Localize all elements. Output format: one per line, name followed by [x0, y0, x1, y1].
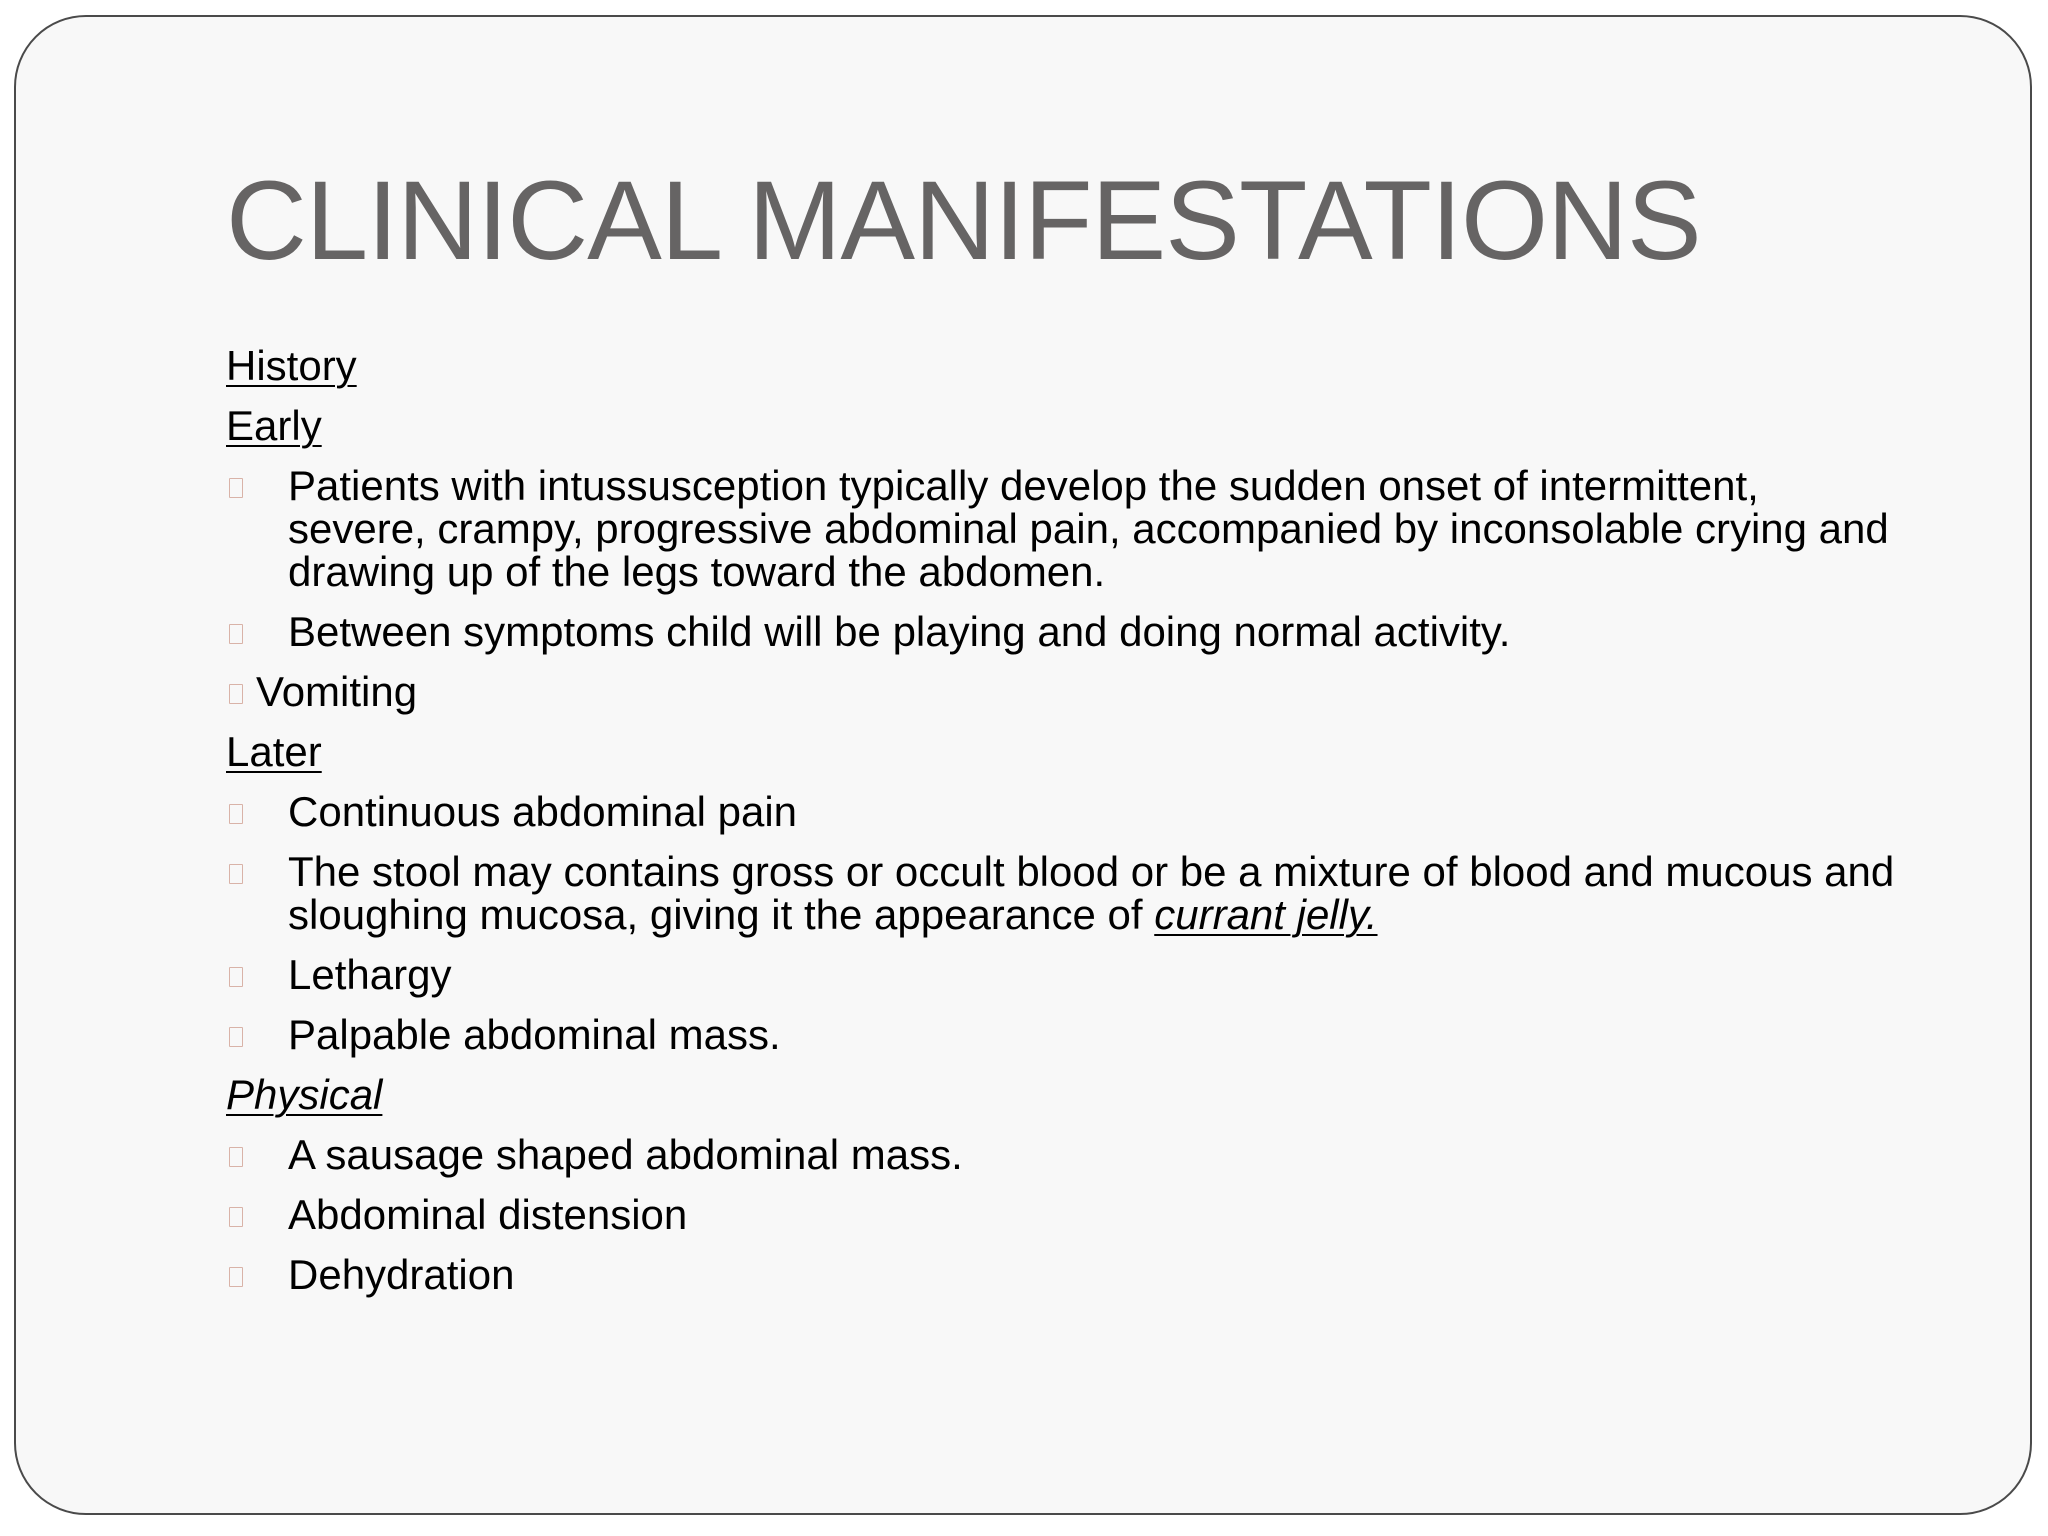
currant-jelly-emphasis: currant jelly.	[1154, 891, 1378, 938]
early-bullet-text: Vomiting	[256, 668, 418, 715]
physical-bullet-item	[226, 1193, 1906, 1236]
slide-content	[226, 344, 1906, 1313]
slide-frame	[14, 15, 2032, 1515]
early-bullet-text: Between symptoms child will be playing and doing normal activity.	[288, 608, 1511, 655]
later-heading: Later	[226, 728, 322, 775]
later-bullet-text: Lethargy	[288, 951, 452, 998]
square-bullet-icon	[229, 1027, 243, 1047]
early-bullet-item	[226, 610, 1906, 653]
slide-title: CLINICAL MANIFESTATIONS	[226, 158, 1701, 283]
square-bullet-icon	[229, 804, 243, 824]
square-bullet-icon	[229, 1207, 243, 1227]
physical-bullet-text: Dehydration	[288, 1251, 515, 1298]
early-bullet-item	[226, 464, 1906, 593]
later-bullet-text: Palpable abdominal mass.	[288, 1011, 781, 1058]
square-bullet-icon	[229, 624, 243, 644]
square-bullet-icon	[229, 1147, 243, 1167]
physical-bullet-text: Abdominal distension	[288, 1191, 688, 1238]
physical-heading: Physical	[226, 1071, 383, 1118]
square-bullet-icon	[229, 864, 243, 884]
square-bullet-icon	[229, 684, 243, 704]
square-bullet-icon	[229, 1267, 243, 1287]
early-bullet-text: Patients with intussusception typically develop the sudden onset of intermittent, severe, crampy, progressive abdominal pain, accompanied by inconsolable crying and drawing up of the legs toward the abdomen.	[288, 462, 1889, 595]
square-bullet-icon	[229, 478, 243, 498]
later-bullet-text: Continuous abdominal pain	[288, 788, 798, 835]
later-bullet-item	[226, 1013, 1906, 1056]
physical-bullet-item	[226, 1253, 1906, 1296]
physical-bullet-item	[226, 1133, 1906, 1176]
later-bullet-text: The stool may contains gross or occult blood or be a mixture of blood and mucous and sloughing mucosa, giving it the appearance of	[288, 848, 1895, 938]
physical-bullet-text: A sausage shaped abdominal mass.	[288, 1131, 963, 1178]
early-bullet-item	[226, 670, 1906, 713]
early-heading: Early	[226, 402, 322, 449]
later-bullet-item	[226, 850, 1906, 936]
later-bullet-item	[226, 790, 1906, 833]
later-bullet-item	[226, 953, 1906, 996]
square-bullet-icon	[229, 967, 243, 987]
history-heading: History	[226, 342, 357, 389]
